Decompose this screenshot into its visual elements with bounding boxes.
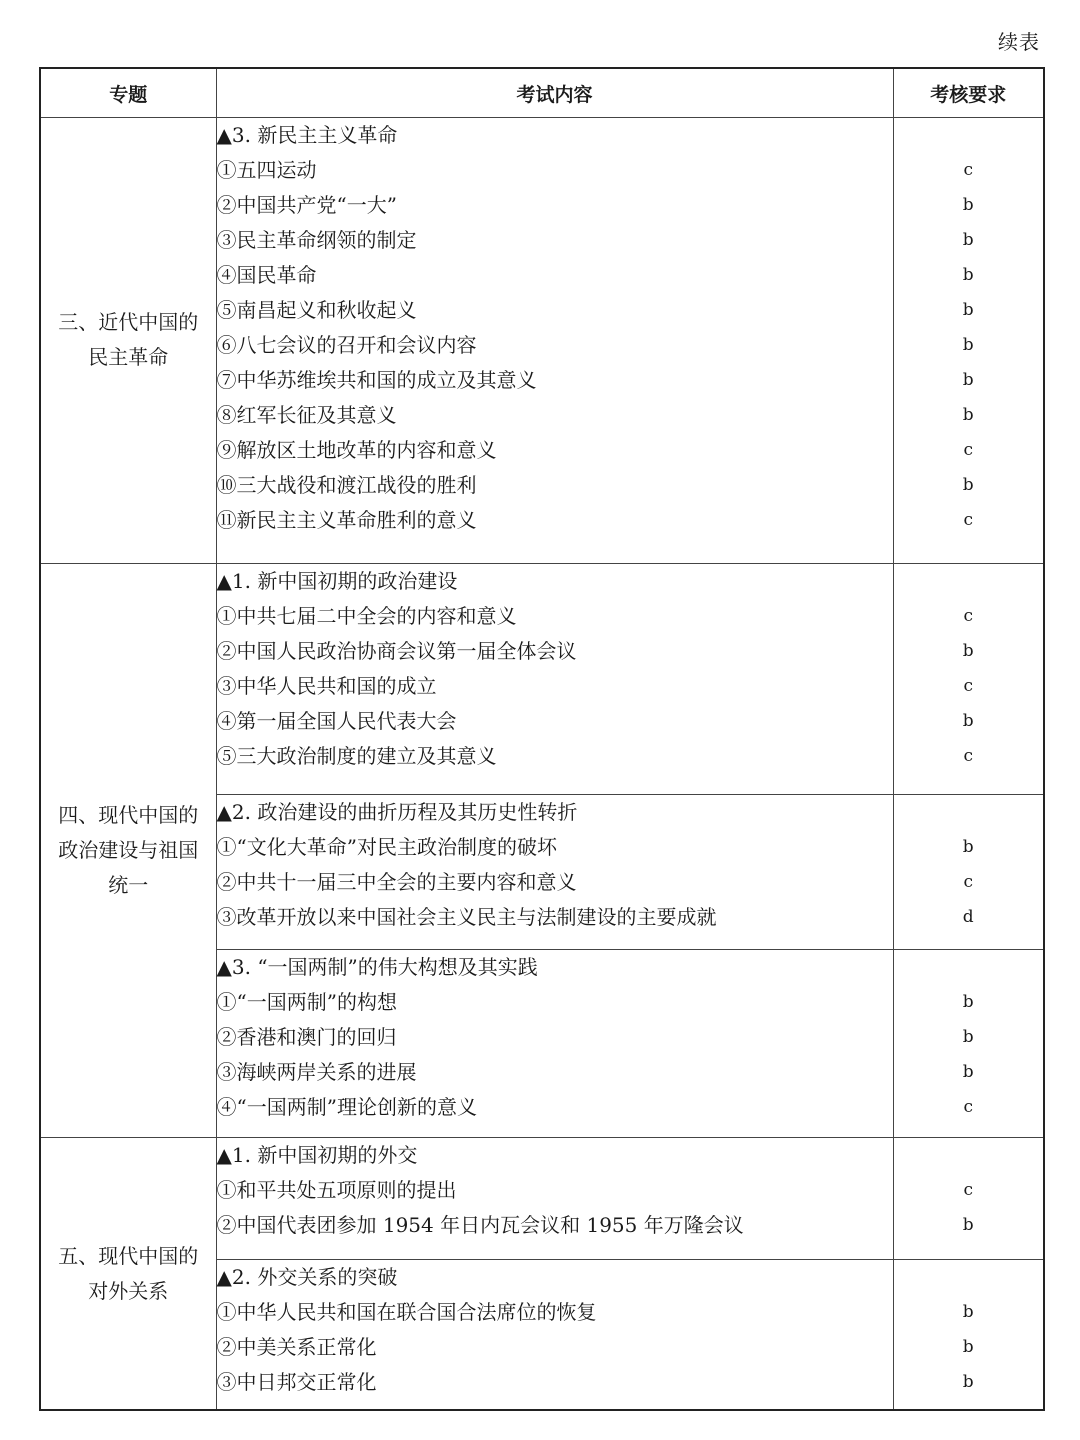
- exam-syllabus-table: [39, 67, 1045, 1411]
- content-item: ④“一国两制”理论创新的意义: [216, 1094, 477, 1119]
- header-content: 考试内容: [216, 68, 893, 118]
- content-cell: [216, 563, 893, 794]
- requirement-level: b: [962, 230, 974, 250]
- requirement-level: b: [962, 300, 974, 320]
- requirement-cell: [893, 1138, 1044, 1260]
- section-title: ▲1. 新中国初期的外交: [216, 1143, 418, 1168]
- content-item: ⑦中华苏维埃共和国的成立及其意义: [216, 368, 537, 392]
- requirement-level: b: [962, 836, 974, 857]
- content-item: ⑤三大政治制度的建立及其意义: [216, 743, 497, 768]
- content-cell: [216, 118, 893, 564]
- content-item: ⑪新民主主义革命胜利的意义: [216, 508, 477, 532]
- requirement-level: b: [962, 475, 974, 495]
- requirement-level: b: [962, 710, 974, 731]
- requirement-spacer: [894, 950, 1044, 985]
- requirement-level: c: [963, 605, 974, 626]
- requirement-level: c: [963, 510, 974, 530]
- requirement-cell: [893, 1260, 1044, 1410]
- content-cell: [216, 1138, 893, 1260]
- requirement-spacer: [894, 1260, 1044, 1295]
- content-item: ⑥八七会议的召开和会议内容: [216, 333, 477, 357]
- content-item: ①和平共处五项原则的提出: [216, 1178, 457, 1203]
- content-item: ③海峡两岸关系的进展: [216, 1059, 417, 1084]
- requirement-level: c: [963, 1096, 974, 1117]
- content-item: ⑤南昌起义和秋收起义: [216, 298, 417, 322]
- requirement-level: b: [962, 265, 974, 285]
- requirement-level: b: [962, 335, 974, 355]
- requirement-level: c: [963, 1180, 974, 1201]
- requirement-spacer: [894, 1138, 1044, 1173]
- requirement-level: d: [962, 906, 974, 927]
- requirement-spacer: [894, 118, 1044, 153]
- requirement-cell: [893, 794, 1044, 949]
- content-item: ②中国共产党“一大”: [216, 193, 397, 217]
- section-title: ▲2. 外交关系的突破: [216, 1265, 398, 1290]
- section-row: [40, 563, 1044, 794]
- requirement-level: c: [963, 871, 974, 892]
- header-topic: 专题: [40, 68, 216, 118]
- section-title: ▲2. 政治建设的曲折历程及其历史性转折: [216, 799, 578, 824]
- content-item: ②中国代表团参加 1954 年日内瓦会议和 1955 年万隆会议: [216, 1213, 744, 1238]
- content-item: ③中华人民共和国的成立: [216, 673, 437, 698]
- content-item: ③中日邦交正常化: [216, 1370, 377, 1395]
- content-cell: [216, 1260, 893, 1410]
- topic-cell: [40, 1138, 216, 1410]
- content-item: ④第一届全国人民代表大会: [216, 708, 457, 733]
- requirement-level: b: [962, 1372, 974, 1393]
- content-item: ②中国人民政治协商会议第一届全体会议: [216, 638, 577, 663]
- section-title: ▲3. “一国两制”的伟大构想及其实践: [216, 954, 538, 979]
- requirement-cell: [893, 563, 1044, 794]
- content-item: ①中共七届二中全会的内容和意义: [216, 603, 517, 628]
- requirement-cell: [893, 118, 1044, 564]
- section-row: [40, 1138, 1044, 1260]
- topic-cell: [40, 563, 216, 1138]
- requirement-spacer: [894, 564, 1044, 599]
- requirement-level: b: [962, 640, 974, 661]
- requirement-level: b: [962, 1026, 974, 1047]
- header-requirement: 考核要求: [893, 68, 1044, 118]
- section-title: ▲1. 新中国初期的政治建设: [216, 568, 458, 593]
- topic-name: 五、现代中国的对外关系: [58, 1243, 199, 1303]
- requirement-level: b: [962, 991, 974, 1012]
- content-item: ②香港和澳门的回归: [216, 1024, 397, 1049]
- content-item: ②中共十一届三中全会的主要内容和意义: [216, 869, 577, 894]
- table-body: [40, 118, 1044, 1411]
- content-item: ①中华人民共和国在联合国合法席位的恢复: [216, 1300, 597, 1325]
- section-title: ▲3. 新民主主义革命: [216, 123, 398, 147]
- requirement-level: b: [962, 1215, 974, 1236]
- content-item: ⑨解放区土地改革的内容和意义: [216, 438, 497, 462]
- continued-table-label: 续表: [998, 30, 1040, 54]
- requirement-level: b: [962, 370, 974, 390]
- requirement-level: b: [962, 1337, 974, 1358]
- content-item: ③民主革命纲领的制定: [216, 228, 417, 252]
- requirement-cell: [893, 949, 1044, 1137]
- content-item: ③改革开放以来中国社会主义民主与法制建设的主要成就: [216, 904, 717, 929]
- requirement-level: b: [962, 195, 974, 215]
- content-item: ①“文化大革命”对民主政治制度的破坏: [216, 834, 557, 859]
- topic-cell: [40, 118, 216, 564]
- requirement-level: c: [963, 440, 974, 460]
- requirement-level: b: [962, 1061, 974, 1082]
- requirement-level: b: [962, 1302, 974, 1323]
- content-item: ①五四运动: [216, 158, 317, 182]
- content-cell: [216, 949, 893, 1137]
- requirement-level: b: [962, 405, 974, 425]
- requirement-spacer: [894, 795, 1044, 830]
- requirement-level: c: [963, 675, 974, 696]
- content-item: ⑩三大战役和渡江战役的胜利: [216, 473, 477, 497]
- section-row: [40, 118, 1044, 564]
- topic-name: 四、现代中国的政治建设与祖国统一: [58, 802, 199, 897]
- requirement-level: c: [963, 745, 974, 766]
- content-item: ④国民革命: [216, 263, 317, 287]
- table-header-row: [40, 68, 1044, 118]
- topic-name: 三、近代中国的民主革命: [58, 310, 199, 370]
- requirement-level: c: [963, 160, 974, 180]
- content-item: ⑧红军长征及其意义: [216, 403, 397, 427]
- content-cell: [216, 794, 893, 949]
- content-item: ①“一国两制”的构想: [216, 989, 397, 1014]
- content-item: ②中美关系正常化: [216, 1335, 377, 1360]
